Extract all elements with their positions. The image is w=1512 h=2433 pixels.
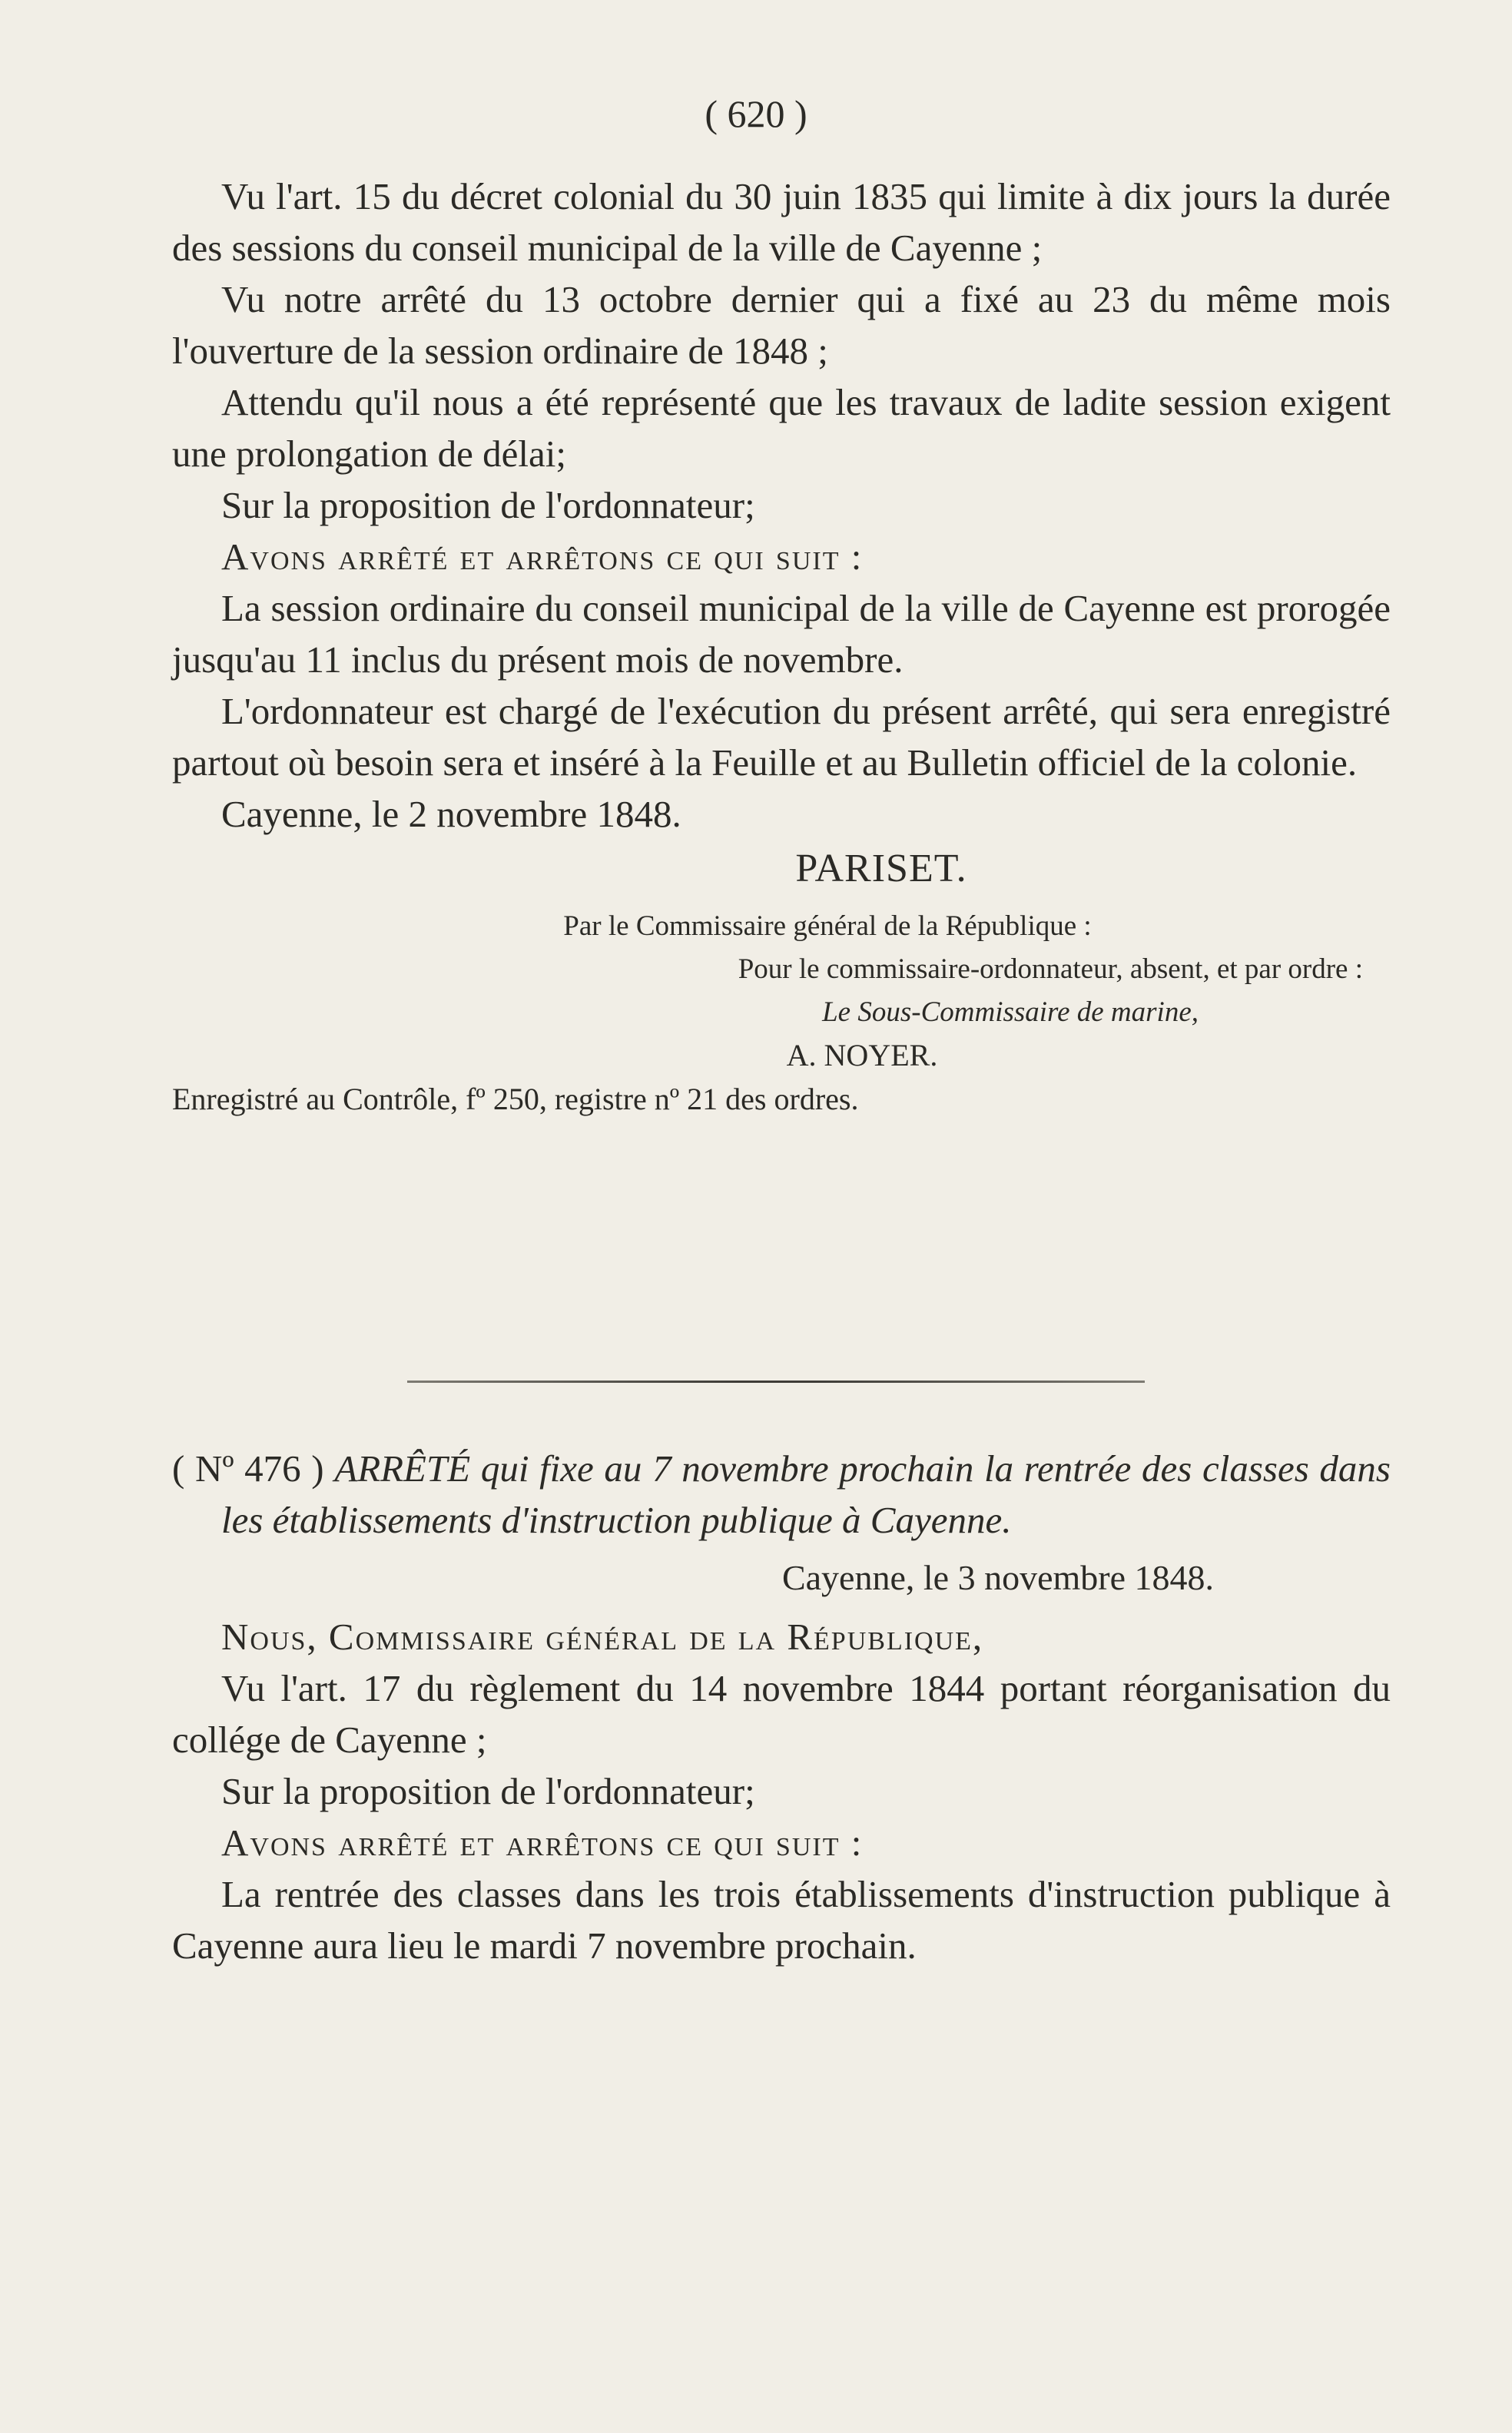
- paragraph: Vu l'art. 17 du règlement du 14 novembre 1844 portant réorganisation du collége de Cayenne ;: [172, 1667, 1391, 1761]
- by-order-line: Pour le commissaire-ordonnateur, absent, et par ordre :: [738, 953, 1363, 985]
- article: La rentrée des classes dans les trois établissements d'instruction publique à Cayenne aura lieu le mardi 7 novembre prochain.: [172, 1873, 1391, 1967]
- by-order-line: Par le Commissaire général de la République :: [563, 910, 1092, 942]
- paragraph: Vu notre arrêté du 13 octobre dernier qui a fixé au 23 du même mois l'ouverture de la session ordinaire de 1848 ;: [172, 278, 1391, 372]
- decree-number: ( Nº 476 ): [172, 1447, 324, 1490]
- date-line: Cayenne, le 2 novembre 1848.: [221, 793, 681, 835]
- preamble: Nous, Commissaire général de la République,: [221, 1616, 984, 1658]
- top-section: [172, 171, 1391, 1122]
- registration-line: Enregistré au Contrôle, fº 250, registre nº 21 des ordres.: [172, 1082, 859, 1116]
- decree-formula: Avons arrêté et arrêtons ce qui suit :: [221, 535, 864, 578]
- article: La session ordinaire du conseil municipal de la ville de Cayenne est prorogée jusqu'au 11 inclus du présent mois de novembre.: [172, 587, 1391, 681]
- paragraph: Attendu qu'il nous a été représenté que les travaux de ladite session exigent une prolongation de délai;: [172, 381, 1391, 475]
- paragraph: Sur la proposition de l'ordonnateur;: [221, 1770, 755, 1812]
- section-divider: [407, 1381, 1145, 1383]
- paragraph: Vu l'art. 15 du décret colonial du 30 juin 1835 qui limite à dix jours la durée des sessions du conseil municipal de la ville de Cayenne ;: [172, 175, 1391, 269]
- place-date: Cayenne, le 3 novembre 1848.: [781, 1558, 1214, 1597]
- cosignatory: A. NOYER.: [786, 1038, 938, 1072]
- page-number: ( 620 ): [705, 92, 807, 135]
- article: L'ordonnateur est chargé de l'exécution du présent arrêté, qui sera enregistré partout où besoin sera et inséré à la Feuille et au Bulletin officiel de la colonie.: [172, 690, 1391, 784]
- bottom-section: [172, 1443, 1391, 1971]
- paragraph: Sur la proposition de l'ordonnateur;: [221, 484, 755, 526]
- decree-title-text: qui fixe au 7 novembre prochain la rentrée des classes dans les établissements d'instruction publique à Cayenne.: [221, 1447, 1391, 1541]
- by-order-line: Le Sous-Commissaire de marine,: [822, 996, 1199, 1028]
- decree-title-word: ARRÊTÉ: [334, 1447, 471, 1490]
- decree-formula: Avons arrêté et arrêtons ce qui suit :: [221, 1821, 864, 1864]
- decree-title: [172, 1443, 1391, 1546]
- signatory: PARISET.: [795, 847, 967, 890]
